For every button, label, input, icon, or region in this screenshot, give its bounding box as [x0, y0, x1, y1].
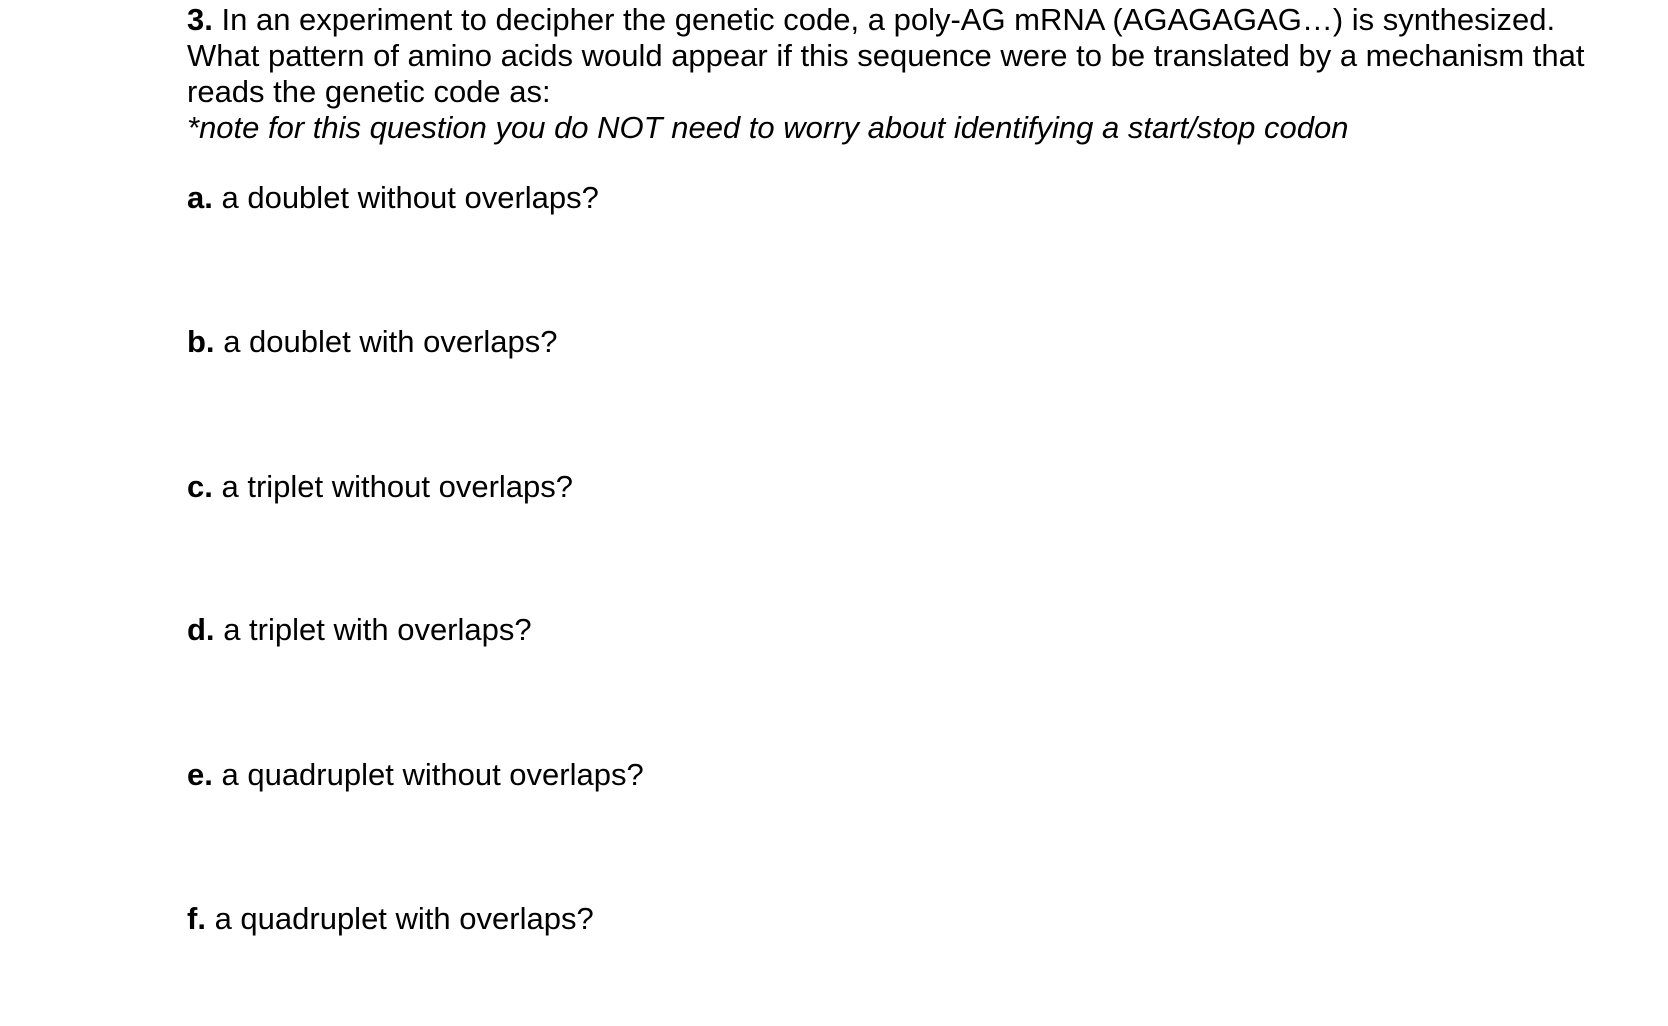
- question-block: [187, 2, 1627, 146]
- part-a: [187, 180, 599, 216]
- part-a-letter: a.: [187, 180, 213, 215]
- part-e-letter: e.: [187, 757, 213, 792]
- part-a-text: a doublet without overlaps?: [221, 180, 599, 215]
- part-c: [187, 469, 573, 505]
- part-c-text: a triplet without overlaps?: [221, 469, 574, 504]
- part-f: [187, 901, 594, 937]
- part-d-text: a triplet with overlaps?: [223, 612, 532, 647]
- part-b-letter: b.: [187, 324, 215, 359]
- part-d: [187, 612, 532, 648]
- part-c-letter: c.: [187, 469, 213, 504]
- part-d-letter: d.: [187, 612, 215, 647]
- question-number: 3.: [187, 2, 213, 37]
- part-b-text: a doublet with overlaps?: [223, 324, 558, 359]
- question-text: In an experiment to decipher the genetic code, a poly-AG mRNA (AGAGAGAG…) is synthesized. What pattern of amino acids would appear if this sequence were to be translated by a mechanism that reads the genetic code as:: [187, 2, 1585, 109]
- part-b: [187, 324, 558, 360]
- question-prompt: [187, 2, 1627, 110]
- question-note: *note for this question you do NOT need to worry about identifying a start/stop codon: [187, 110, 1349, 145]
- part-e-text: a quadruplet without overlaps?: [221, 757, 644, 792]
- part-e: [187, 757, 644, 793]
- part-f-text: a quadruplet with overlaps?: [214, 901, 594, 936]
- part-f-letter: f.: [187, 901, 206, 936]
